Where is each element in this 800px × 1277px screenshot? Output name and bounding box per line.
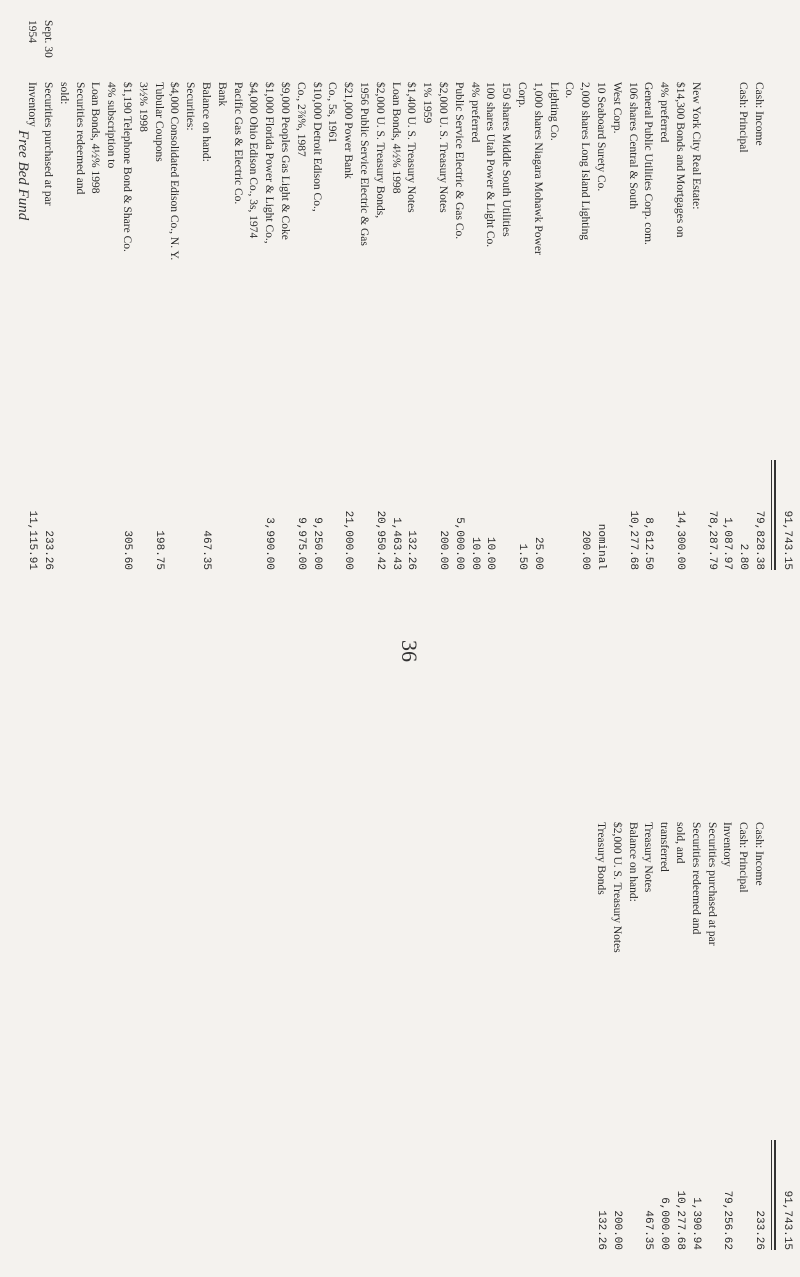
row-amount: 233.26 xyxy=(753,1210,765,1250)
row-amount: 78,287.79 xyxy=(705,510,718,570)
row-description: Treasury Notes xyxy=(642,822,655,893)
ledger-row xyxy=(686,760,701,1260)
ledger-row xyxy=(638,760,653,1260)
row-description: $2,000 U. S. Treasury Notes xyxy=(437,82,449,213)
ledger-row xyxy=(654,20,669,580)
row-description: $9,000 Peoples Gas Light & Coke xyxy=(279,82,291,240)
row-amount: 132.26 xyxy=(405,530,418,570)
row-amount: 79,256.62 xyxy=(721,1190,734,1250)
row-description: 4% subscription to xyxy=(105,82,118,169)
row-description: New York City Real Estate: xyxy=(689,82,702,210)
row-description: 4% preferred xyxy=(468,82,481,143)
ledger-row xyxy=(591,760,606,1260)
ledger-row xyxy=(354,20,369,580)
row-description: Balance on hand: xyxy=(200,82,212,162)
ledger-row xyxy=(70,20,85,580)
row-description: $1,000 Florida Power & Light Co., xyxy=(263,82,276,244)
ledger-row xyxy=(591,20,606,580)
ledger-row xyxy=(212,20,227,580)
total-rule xyxy=(774,1140,776,1250)
row-amount: 2.80 xyxy=(737,543,750,570)
row-description: $4,000 Consolidated Edison Co., N. Y. xyxy=(168,82,181,261)
row-amount: 20,950.42 xyxy=(373,510,386,570)
ledger-row xyxy=(749,760,764,1260)
ledger-row xyxy=(607,20,622,580)
footer-title: Free Bed Fund xyxy=(15,130,31,221)
row-description: $1,190 Telephone Bond & Share Co. xyxy=(121,82,133,252)
ledger-row xyxy=(133,20,148,580)
row-description: 4% preferred xyxy=(658,82,671,143)
row-amount: 10.00 xyxy=(484,536,497,570)
row-description: Cash: Income xyxy=(753,82,765,146)
row-amount: 1.50 xyxy=(516,543,528,570)
row-amount: 200.00 xyxy=(610,1210,623,1250)
row-amount: 10,277.68 xyxy=(626,510,639,570)
row-description: $1,400 U. S. Treasury Notes xyxy=(405,82,418,213)
row-amount: 6,000.00 xyxy=(658,1197,671,1250)
ledger-row xyxy=(307,20,322,580)
ledger-row xyxy=(623,20,638,580)
total-rule xyxy=(771,1140,772,1250)
row-amount: 9,975.00 xyxy=(294,517,307,570)
row-description: Securities purchased at par xyxy=(705,822,718,946)
row-amount: 1,087.97 xyxy=(721,517,734,570)
ledger-row xyxy=(196,20,211,580)
row-description: sold: xyxy=(57,82,70,105)
row-description: General Public Utilities Corp. com. xyxy=(642,82,655,245)
total-rule xyxy=(771,460,772,570)
ledger-row xyxy=(465,20,480,580)
ledger-row xyxy=(54,20,69,580)
row-amount: 9,250.00 xyxy=(310,517,323,570)
ledger-row xyxy=(370,20,385,580)
row-description: 2,000 shares Long Island Lighting xyxy=(579,82,592,241)
row-amount: 14,300.00 xyxy=(674,510,686,570)
top-total: 91,743.15 xyxy=(781,510,793,570)
row-description: Co., 2⅞%, 1987 xyxy=(294,82,307,157)
ledger-row xyxy=(164,20,179,580)
row-description: 1,000 shares Niagara Mohawk Power xyxy=(531,82,544,255)
ledger-row xyxy=(275,20,290,580)
ledger-row xyxy=(607,760,622,1260)
row-amount: 467.35 xyxy=(642,1210,655,1250)
row-description: $21,000 Power Bank xyxy=(342,82,355,179)
ledger-row xyxy=(733,20,748,580)
row-description: Pacific Gas & Electric Co. xyxy=(231,82,244,205)
row-amount: 10.00 xyxy=(468,536,481,570)
row-amount: 1,390.94 xyxy=(689,1197,702,1250)
ledger-row xyxy=(338,20,353,580)
ledger-row xyxy=(85,20,100,580)
ledger-row xyxy=(623,760,638,1260)
row-amount: 25.00 xyxy=(531,536,544,570)
row-description: Inventory xyxy=(721,822,734,867)
row-description: 10 Seaboard Surety Co. xyxy=(595,82,607,192)
ledger-row xyxy=(386,20,401,580)
row-description: Co. xyxy=(563,82,576,99)
ledger-row xyxy=(702,20,717,580)
row-description: West Corp. xyxy=(610,82,623,134)
row-amount: 8,612.50 xyxy=(642,517,655,570)
row-description: 106 shares Central & South xyxy=(626,82,639,210)
ledger-row xyxy=(417,20,432,580)
ledger-row xyxy=(101,20,116,580)
row-amount: 11,115.91 xyxy=(26,510,39,570)
row-amount: 21,000.00 xyxy=(342,510,355,570)
row-description: $2,000 U. S. Treasury Notes xyxy=(610,822,623,953)
row-description: Corp. xyxy=(516,82,528,108)
ledger-row xyxy=(22,20,37,580)
row-amount: 79,828.38 xyxy=(753,510,765,570)
top-total: 91,743.15 xyxy=(781,1190,793,1250)
row-amount: nominal xyxy=(595,523,607,570)
ledger-row xyxy=(733,760,748,1260)
row-amount: 5,000.00 xyxy=(452,517,465,570)
ledger-row xyxy=(528,20,543,580)
ledger-row xyxy=(559,20,574,580)
row-description: Securities purchased at par xyxy=(42,82,54,206)
row-amount: 200.00 xyxy=(437,530,449,570)
ledger-row xyxy=(496,20,511,580)
ledger-row xyxy=(322,20,337,580)
row-description: 3½% 1998 xyxy=(136,82,149,132)
row-description: Co., 5s, 1961 xyxy=(326,82,339,144)
row-amount: 305.60 xyxy=(121,530,133,570)
ledger-row xyxy=(38,20,53,580)
row-amount: 3,990.00 xyxy=(263,517,276,570)
ledger-row xyxy=(243,20,258,580)
row-description: $10,000 Detroit Edison Co., xyxy=(310,82,323,212)
row-description: transferred xyxy=(658,822,671,872)
row-amount: 233.26 xyxy=(42,530,54,570)
row-description: sold, and xyxy=(674,822,686,864)
ledger-row xyxy=(575,20,590,580)
ledger-row xyxy=(717,20,732,580)
ledger-row xyxy=(401,20,416,580)
row-description: 1% 1959 xyxy=(421,82,434,124)
row-description: Securities: xyxy=(184,82,197,131)
ledger-row xyxy=(433,20,448,580)
ledger-row xyxy=(638,20,653,580)
ledger-row xyxy=(749,20,764,580)
row-date: 1954 xyxy=(26,20,39,43)
ledger-row xyxy=(544,20,559,580)
row-description: $2,000 U. S. Treasury Bonds, xyxy=(373,82,386,219)
ledger-row xyxy=(717,760,732,1260)
row-description: Cash: Income xyxy=(753,822,765,886)
row-description: $4,000 Ohio Edison Co., 3s, 1974 xyxy=(247,82,260,239)
ledger-row xyxy=(117,20,132,580)
row-description: Cash: Principal xyxy=(737,82,750,153)
row-description: 100 shares Utah Power & Light Co. xyxy=(484,82,497,248)
row-description: Balance on hand: xyxy=(626,822,639,902)
row-amount: 198.75 xyxy=(152,530,165,570)
ledger-row xyxy=(670,20,685,580)
row-amount: 1,463.43 xyxy=(389,517,402,570)
ledger-row xyxy=(512,20,527,580)
row-description: Tubular Coupons xyxy=(152,82,165,162)
row-description: Securities redeemed and xyxy=(689,822,702,935)
ledger-row xyxy=(149,20,164,580)
ledger-row xyxy=(480,20,495,580)
row-amount: 10,277.68 xyxy=(674,1190,686,1250)
row-description: $14,300 Bonds and Mortgages on xyxy=(674,82,686,238)
row-date: Sept. 30 xyxy=(42,20,54,58)
row-description: Public Service Electric & Gas Co. xyxy=(452,82,465,240)
page-number: 36 xyxy=(397,640,422,662)
ledger-row xyxy=(670,760,685,1260)
row-description: Securities redeemed and xyxy=(73,82,86,195)
row-description: Treasury Bonds xyxy=(595,822,607,895)
row-description: Lighting Co. xyxy=(547,82,560,141)
ledger-row xyxy=(180,20,195,580)
ledger-row xyxy=(702,760,717,1260)
row-description: Loan Bonds, 4½% 1998 xyxy=(389,82,402,194)
row-amount: 467.35 xyxy=(200,530,212,570)
row-description: 150 shares Middle South Utilities xyxy=(500,82,513,237)
row-description: Cash: Principal xyxy=(737,822,750,893)
ledger-row xyxy=(449,20,464,580)
row-amount: 200.00 xyxy=(579,530,592,570)
row-amount: 132.26 xyxy=(595,1210,607,1250)
total-rule xyxy=(774,460,776,570)
ledger-row xyxy=(228,20,243,580)
row-description: 1956 Public Service Electric & Gas xyxy=(358,82,370,246)
ledger-row xyxy=(686,20,701,580)
ledger-row xyxy=(291,20,306,580)
row-description: Loan Bonds, 4½% 1998 xyxy=(89,82,102,194)
ledger-row xyxy=(259,20,274,580)
row-description: Bank xyxy=(215,82,228,107)
ledger-row xyxy=(654,760,669,1260)
row-description: Inventory xyxy=(26,82,39,127)
